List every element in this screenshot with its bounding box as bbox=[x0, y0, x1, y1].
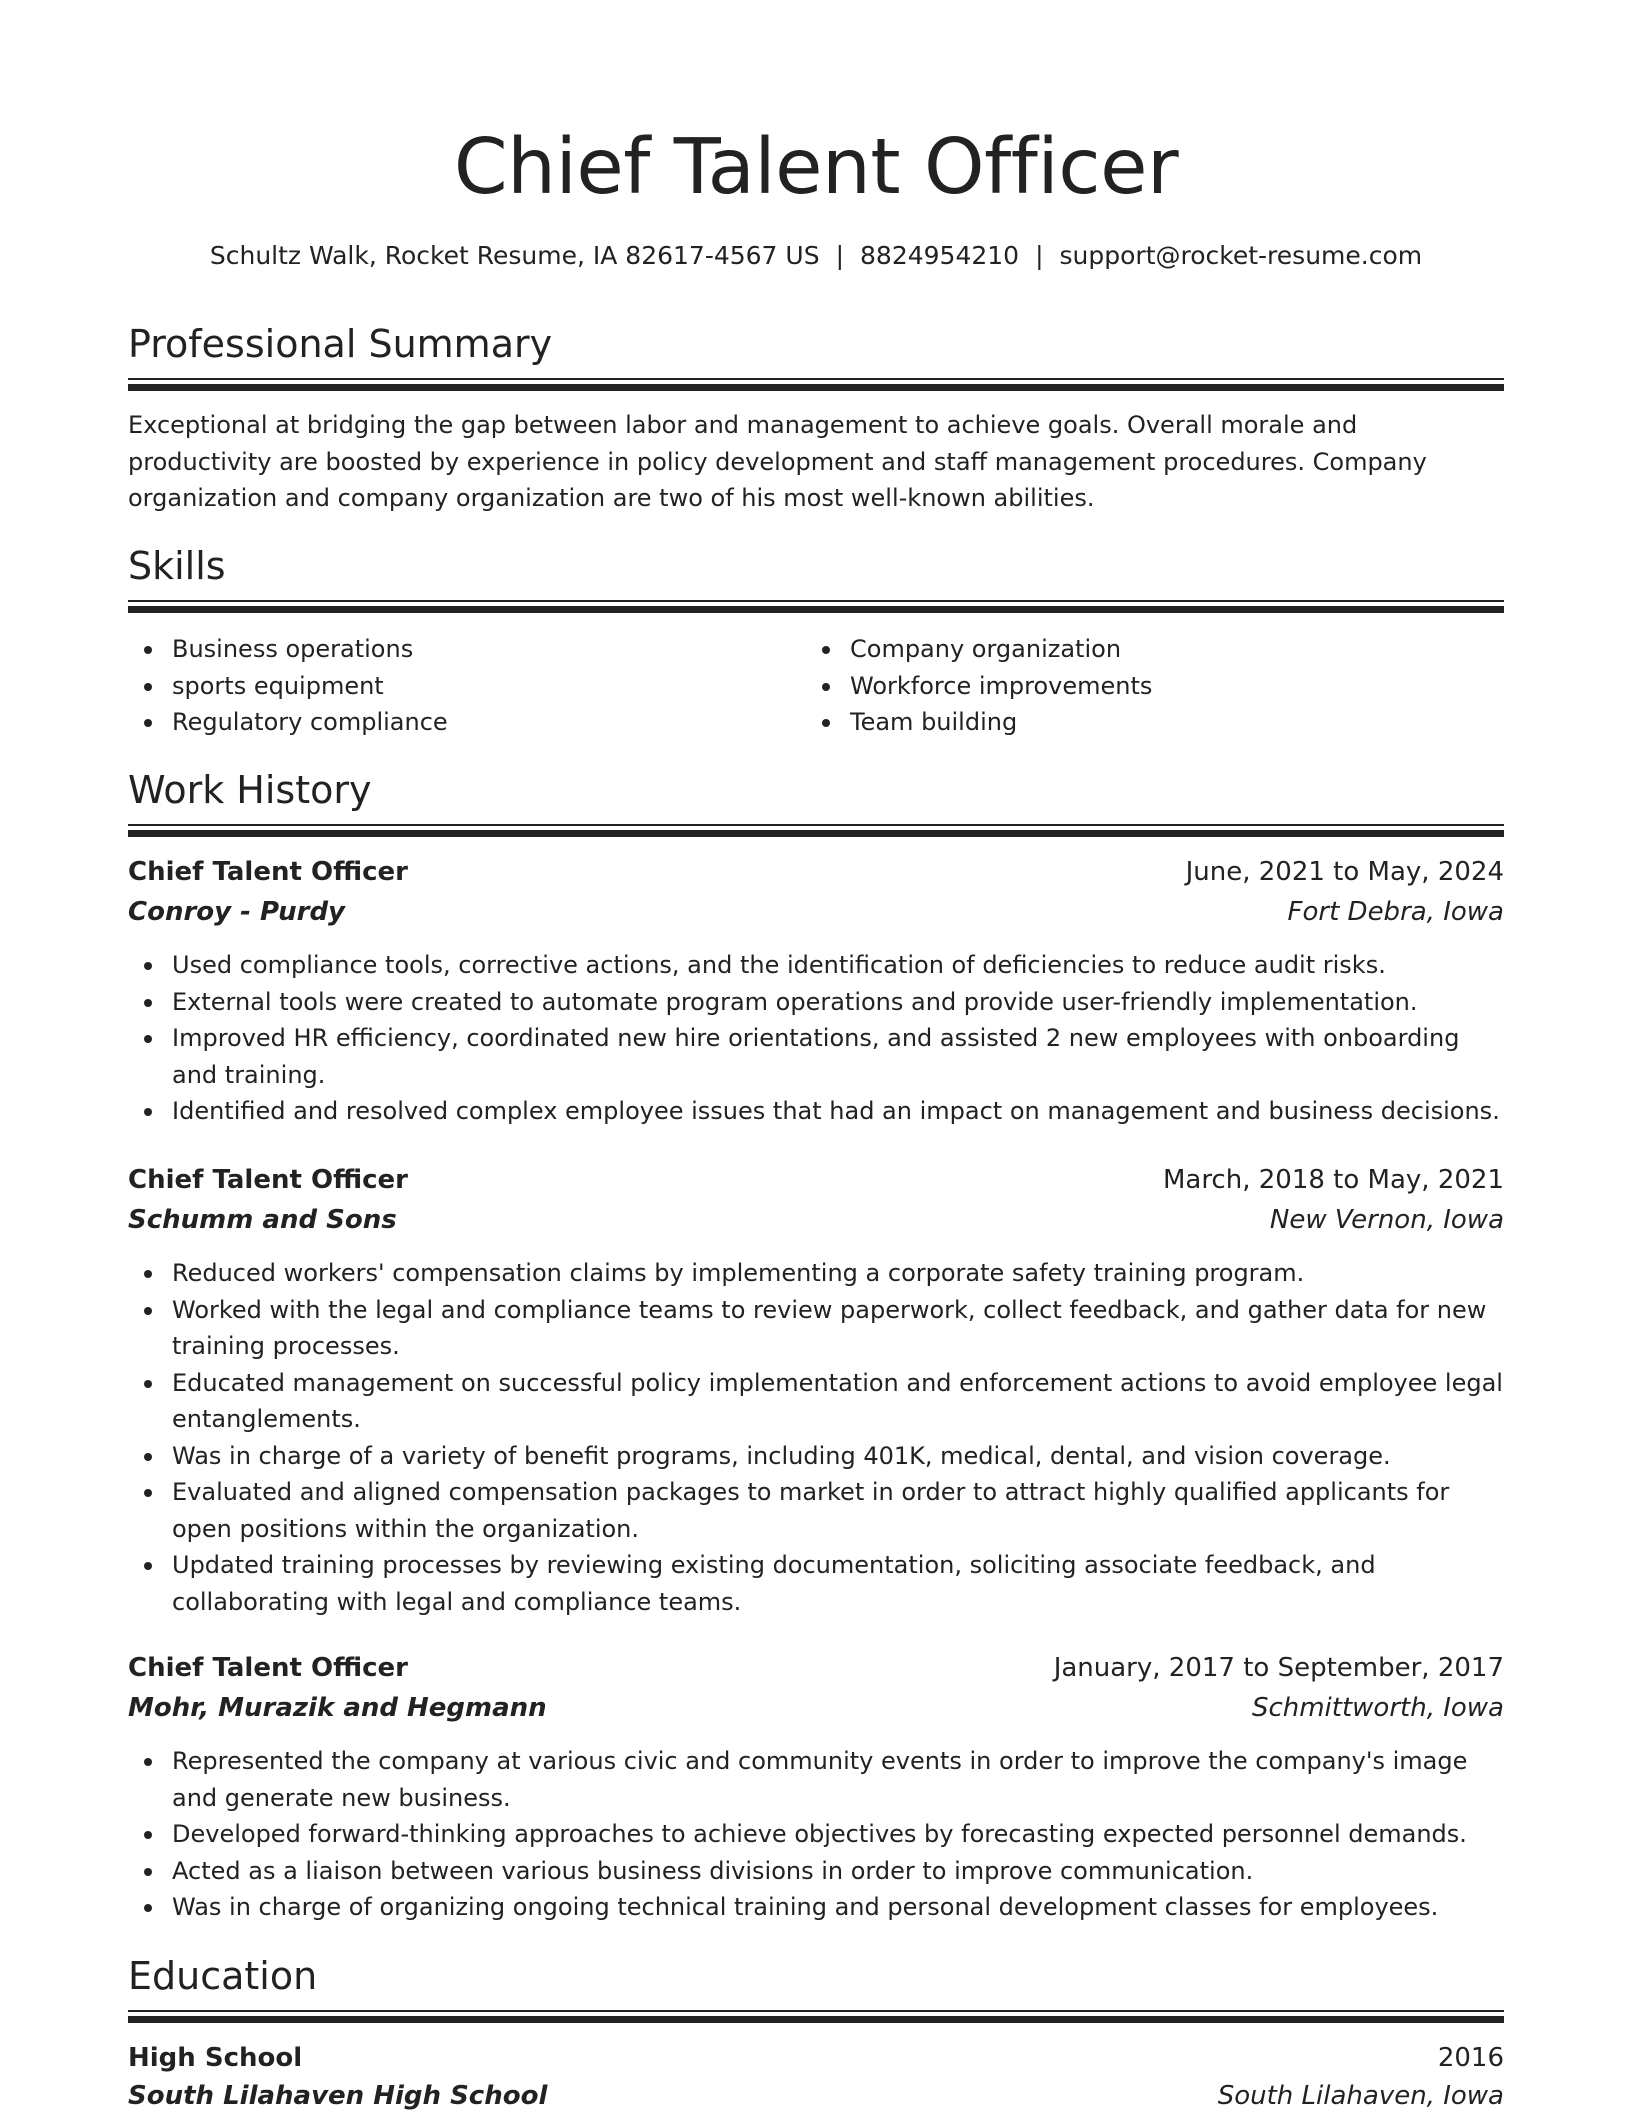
skill-item: Workforce improvements bbox=[806, 668, 1466, 705]
job-bullet: Was in charge of a variety of benefit programs, including 401K, medical, dental, and vision coverage. bbox=[128, 1438, 1504, 1475]
job-dates: June, 2021 to May, 2024 bbox=[1185, 857, 1504, 887]
education-year: 2016 bbox=[1437, 2043, 1504, 2073]
section-heading-work: Work History bbox=[128, 768, 372, 812]
job-bullet: Educated management on successful policy implementation and enforcement actions to avoid employee legal entanglements. bbox=[128, 1365, 1504, 1438]
job-bullet: Reduced workers' compensation claims by implementing a corporate safety training program. bbox=[128, 1255, 1504, 1292]
job-bullet: Evaluated and aligned compensation packages to market in order to attract highly qualified applicants for open positions within the organization. bbox=[128, 1474, 1504, 1547]
job-bullet: Acted as a liaison between various business divisions in order to improve communication. bbox=[128, 1853, 1504, 1890]
contact-phone: 8824954210 bbox=[860, 241, 1020, 270]
job-bullets bbox=[128, 947, 1504, 1130]
skill-item: sports equipment bbox=[128, 668, 788, 705]
resume-page bbox=[128, 0, 1504, 2112]
skills-list-right bbox=[806, 631, 1466, 741]
resume-title: Chief Talent Officer bbox=[453, 123, 1179, 212]
skill-item: Regulatory compliance bbox=[128, 704, 788, 741]
contact-email[interactable]: support@rocket-resume.com bbox=[1059, 241, 1423, 270]
section-divider bbox=[128, 378, 1504, 391]
skill-item: Team building bbox=[806, 704, 1466, 741]
job-bullets bbox=[128, 1743, 1504, 1926]
job-location: New Vernon, Iowa bbox=[1269, 1205, 1504, 1235]
job-title: Chief Talent Officer bbox=[128, 857, 408, 887]
job-bullet: Was in charge of organizing ongoing technical training and personal development classes for employees. bbox=[128, 1889, 1504, 1926]
skill-item: Business operations bbox=[128, 631, 788, 668]
skills-list-left bbox=[128, 631, 788, 741]
contact-address: Schultz Walk, Rocket Resume, IA 82617-4567 US bbox=[209, 241, 820, 270]
job-location: Schmittworth, Iowa bbox=[1251, 1693, 1504, 1723]
skill-item: Company organization bbox=[806, 631, 1466, 668]
section-heading-skills: Skills bbox=[128, 544, 226, 588]
job-company: Conroy - Purdy bbox=[128, 897, 346, 927]
contact-separator: | bbox=[1035, 241, 1044, 270]
job-company: Mohr, Murazik and Hegmann bbox=[128, 1693, 547, 1723]
job-bullet: Improved HR efficiency, coordinated new hire orientations, and assisted 2 new employees with onboarding and training. bbox=[128, 1020, 1504, 1093]
job-dates: January, 2017 to September, 2017 bbox=[1053, 1653, 1504, 1683]
job-bullet: Used compliance tools, corrective actions, and the identification of deficiencies to reduce audit risks. bbox=[128, 947, 1504, 984]
summary-text: Exceptional at bridging the gap between labor and management to achieve goals. Overall morale and productivity are boosted by experience in policy development and staff management procedures. Company organization and company organization are two of his most well-known abilities. bbox=[128, 411, 1427, 512]
job-company: Schumm and Sons bbox=[128, 1205, 397, 1235]
job-bullet: External tools were created to automate program operations and provide user-friendly implementation. bbox=[128, 984, 1504, 1021]
job-bullet: Worked with the legal and compliance teams to review paperwork, collect feedback, and gather data for new training processes. bbox=[128, 1292, 1504, 1365]
section-divider bbox=[128, 824, 1504, 837]
job-bullet: Identified and resolved complex employee issues that had an impact on management and business decisions. bbox=[128, 1093, 1504, 1130]
job-dates: March, 2018 to May, 2021 bbox=[1162, 1165, 1504, 1195]
section-divider bbox=[128, 2010, 1504, 2023]
section-divider bbox=[128, 600, 1504, 613]
contact-line bbox=[128, 238, 1504, 274]
education-location: South Lilahaven, Iowa bbox=[1217, 2081, 1504, 2111]
education-school: South Lilahaven High School bbox=[128, 2081, 548, 2111]
job-title: Chief Talent Officer bbox=[128, 1165, 408, 1195]
job-bullet: Developed forward-thinking approaches to achieve objectives by forecasting expected personnel demands. bbox=[128, 1816, 1504, 1853]
job-bullet: Represented the company at various civic and community events in order to improve the company's image and generate new business. bbox=[128, 1743, 1504, 1816]
education-degree: High School bbox=[128, 2043, 303, 2073]
job-bullets bbox=[128, 1255, 1504, 1620]
job-location: Fort Debra, Iowa bbox=[1287, 897, 1504, 927]
contact-separator: | bbox=[835, 241, 845, 270]
job-bullet: Updated training processes by reviewing existing documentation, soliciting associate feedback, and collaborating with legal and compliance teams. bbox=[128, 1547, 1504, 1620]
section-heading-education: Education bbox=[128, 1954, 318, 1998]
job-title: Chief Talent Officer bbox=[128, 1653, 408, 1683]
section-heading-summary: Professional Summary bbox=[128, 322, 553, 366]
